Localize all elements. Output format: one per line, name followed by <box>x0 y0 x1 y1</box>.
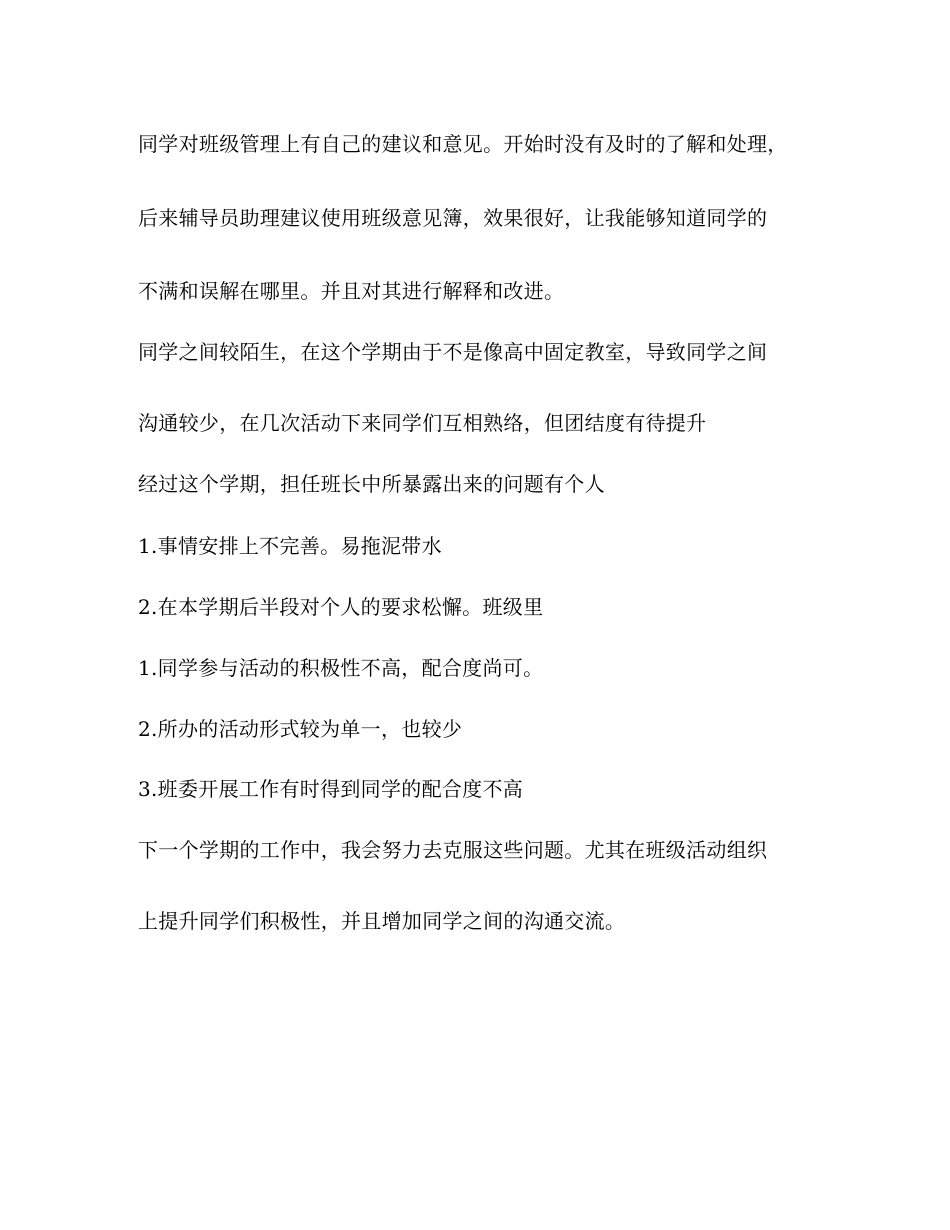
text-line: 沟通较少，在几次活动下来同学们互相熟络，但团结度有待提升 <box>138 411 707 435</box>
list-item: 2.所办的活动形式较为单一，也较少 <box>138 717 463 741</box>
text-line: 上提升同学们积极性，并且增加同学之间的沟通交流。 <box>138 909 626 933</box>
list-item: 1.同学参与活动的积极性不高，配合度尚可。 <box>138 656 544 680</box>
text-line: 下一个学期的工作中，我会努力去克服这些问题。尤其在班级活动组织 <box>138 838 768 862</box>
text-line: 后来辅导员助理建议使用班级意见簿，效果很好，让我能够知道同学的 <box>138 206 768 230</box>
text-line: 不满和误解在哪里。并且对其进行解释和改进。 <box>138 279 565 303</box>
list-item: 3.班委开展工作有时得到同学的配合度不高 <box>138 777 524 801</box>
list-item: 1.事情安排上不完善。易拖泥带水 <box>138 534 442 558</box>
text-line: 同学对班级管理上有自己的建议和意见。开始时没有及时的了解和处理， <box>138 132 788 156</box>
list-item: 2.在本学期后半段对个人的要求松懈。班级里 <box>138 595 544 619</box>
text-line: 同学之间较陌生，在这个学期由于不是像高中固定教室，导致同学之间 <box>138 340 768 364</box>
text-line: 经过这个学期，担任班长中所暴露出来的问题有个人 <box>138 472 605 496</box>
